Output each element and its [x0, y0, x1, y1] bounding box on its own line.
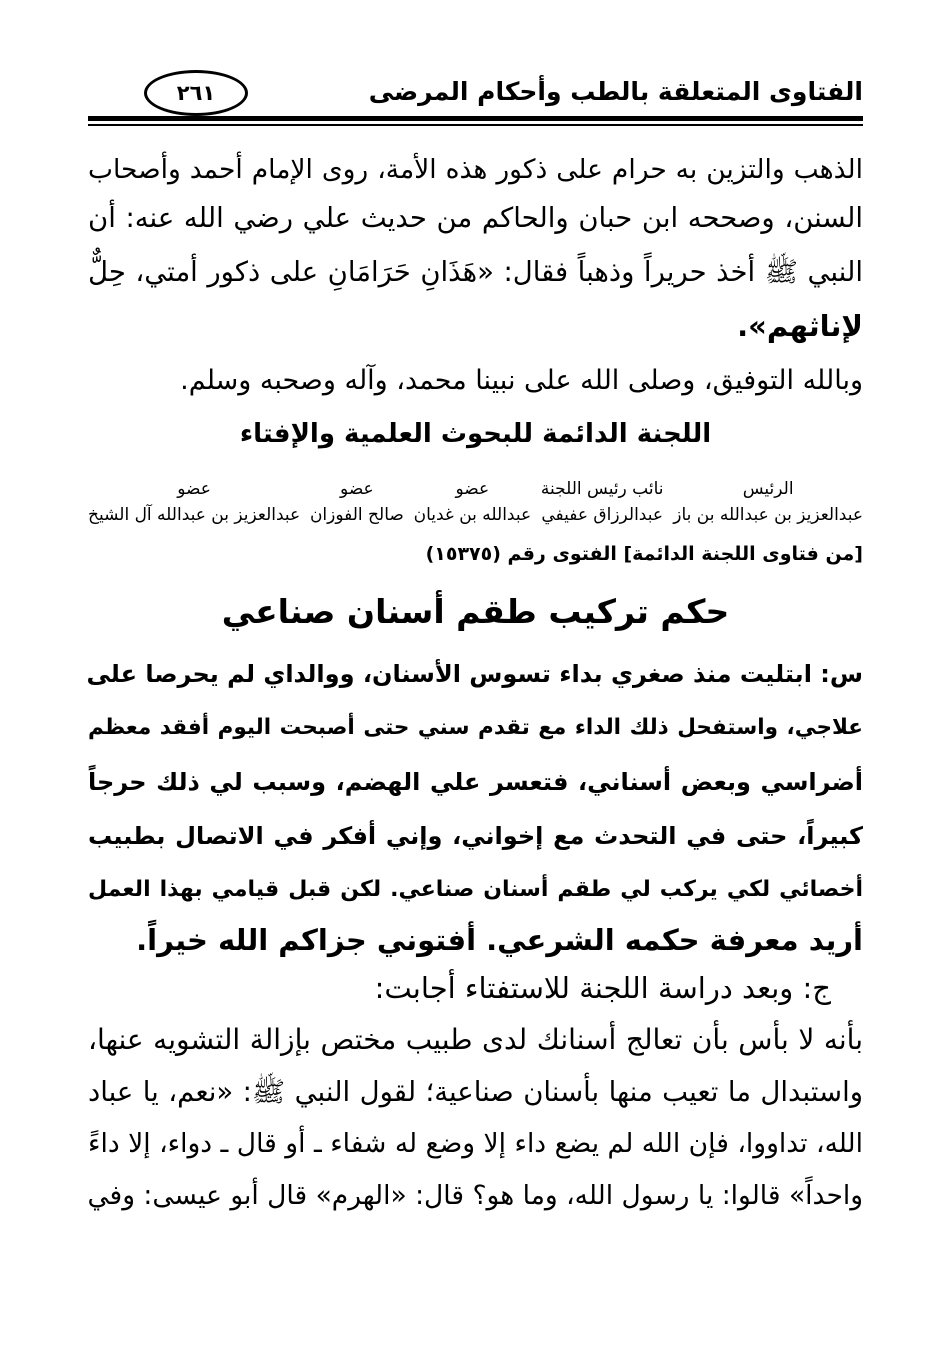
question-line2: علاجي، واستفحل ذلك الداء مع تقدم سني حتى أصبحت اليوم أفقد معظم: [88, 715, 863, 740]
question-line6: أريد معرفة حكمه الشرعي. أفتوني جزاكم الله خيراً.: [136, 923, 863, 957]
signatory-name: عبدالله بن غديان: [413, 505, 532, 525]
page-number: ٢٦١: [176, 81, 216, 105]
signatory-member-2: [310, 476, 404, 528]
answer-line4: واحداً» قالوا: يا رسول الله، وما هو؟ قال: «الهرم» قال أبو عيسى: وفي: [87, 1180, 863, 1211]
answer-line2: واستبدال ما تعيب منها بأسنان صناعية؛ لقول النبي ﷺ: «نعم، يا عباد: [88, 1076, 863, 1108]
signatory-vice-president: [541, 476, 664, 528]
running-header-title: الفتاوى المتعلقة بالطب وأحكام المرضى: [368, 77, 863, 106]
signatory-role: عضو: [177, 479, 211, 499]
question-line1: س: ابتليت منذ صغري بداء تسوس الأسنان، ووالداي لم يحرصا على: [86, 660, 863, 688]
paragraph1-line1: الذهب والتزين به حرام على ذكور هذه الأمة، روى الإمام أحمد وأصحاب: [88, 154, 863, 185]
page-number-oval: [144, 70, 248, 116]
committee-title: اللجنة الدائمة للبحوث العلمية والإفتاء: [239, 419, 712, 449]
answer-line1: بأنه لا بأس بأن تعالج أسنانك لدى طبيب مختص بإزالة التشويه عنها،: [88, 1023, 863, 1056]
signatories: [88, 476, 863, 528]
signatory-name: عبدالعزيز بن عبدالله آل الشيخ: [88, 505, 301, 525]
paragraph1-line4: لإناثهم».: [737, 309, 863, 343]
signatory-role: نائب رئيس اللجنة: [540, 479, 664, 499]
signatory-president: [673, 476, 863, 528]
signatory-role: عضو: [455, 479, 490, 499]
question-line4: كبيراً، حتى في التحدث مع إخواني، وإني أفكر في الاتصال بطبيب: [88, 822, 863, 850]
question-line5: أخصائي لكي يركب لي طقم أسنان صناعي. لكن قبل قيامي بهذا العمل: [88, 877, 863, 902]
signatory-member-1: [414, 476, 532, 528]
answer-line3: الله، تداووا، فإن الله لم يضع داء إلا وضع له شفاء ـ أو قال ـ دواء، إلا داءً: [88, 1128, 863, 1159]
question-line3: أضراسي وبعض أسناني، فتعسر علي الهضم، وسبب لي ذلك حرجاً: [88, 768, 863, 796]
answer-intro: ج: وبعد دراسة اللجنة للاستفتاء أجابت:: [374, 971, 831, 1005]
fatwa-reference: [من فتاوى اللجنة الدائمة] الفتوى رقم (١٥٣٧٥): [425, 543, 863, 565]
header-rule-thin: [88, 124, 863, 126]
paragraph1-line2: السنن، وصححه ابن حبان والحاكم من حديث علي رضي الله عنه: أن: [88, 202, 863, 234]
closing-line: وبالله التوفيق، وصلى الله على نبينا محمد، وآله وصحبه وسلم.: [180, 365, 863, 396]
signatory-member-3: [88, 476, 300, 528]
signatory-name: صالح الفوزان: [309, 505, 404, 525]
signatory-role: عضو: [340, 479, 374, 499]
header-rule-thick: [88, 116, 863, 121]
signatory-name: عبدالرزاق عفيفي: [541, 505, 664, 525]
section-heading: حكم تركيب طقم أسنان صناعي: [221, 592, 730, 631]
signatory-name: عبدالعزيز بن عبدالله بن باز: [673, 505, 863, 525]
paragraph1-line3: النبي ﷺ أخذ حريراً وذهباً فقال: «هَذَانِ حَرَامَانِ على ذكور أمتي، حِلٌّ: [88, 256, 863, 288]
signatory-role: الرئيس: [742, 479, 794, 499]
